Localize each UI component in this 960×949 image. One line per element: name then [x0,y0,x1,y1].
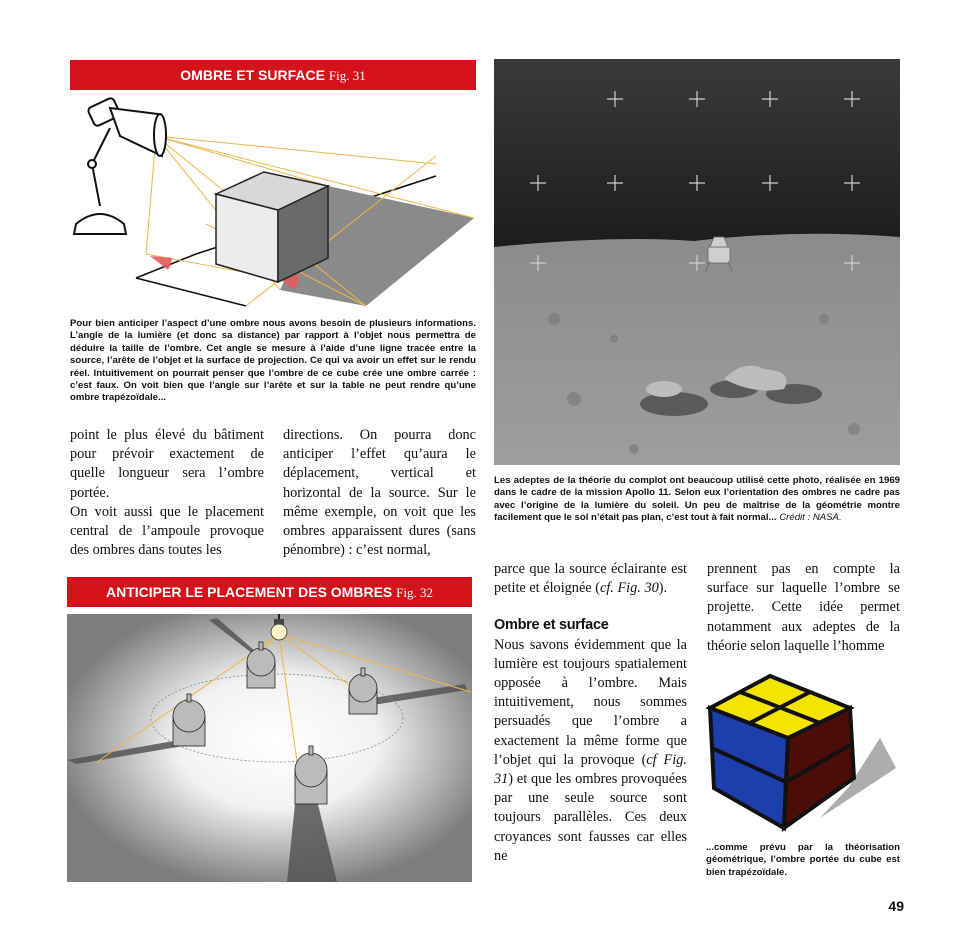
figure-reference: cf Fig. 31 [494,751,687,788]
fig31-banner [70,60,476,90]
fig31-label: Fig. 31 [328,68,366,83]
fig32-dome-shadows-illustration [67,614,472,882]
apollo-moon-photo [494,59,900,465]
moon-photo-caption [494,475,900,525]
cube-photo-caption: ...comme prévu par la théorisation géométrique, l’ombre portée du cube est bien trapézoïdale. [706,842,900,878]
paragraph [494,636,687,866]
fig32-label: Fig. 32 [396,585,433,600]
text-run: ). [658,580,668,597]
text-run: ) et que les ombres provoquées par une seule source sont toujours parallèles. Ces deux croyances sont fausses car elles ne [494,771,687,864]
fig32-title: ANTICIPER LE PLACEMENT DES OMBRES [106,584,393,600]
fig32-banner [67,577,472,607]
paragraph: point le plus élevé du bâtiment pour prévoir exactement de quelle longueur sera l’ombre portée. [70,427,264,501]
text-run: parce que la source éclairante est petite et éloignée ( [494,561,687,597]
paragraph [494,560,687,598]
moon-caption-text: Les adeptes de la théorie du complot ont beaucoup utilisé cette photo, réalisée en 1969 dans le cadre de la mission Apollo 11. Selon eux l’orientation des ombres ne cadre pas avec l’origine de la lumière du soleil. Un peu de maîtrise de la géométrie montre facilement que le sol n’était pas plan, c’est tout à fait normal... [494,475,900,524]
body-column-left-b [283,426,476,560]
paragraph: directions. On pourra donc anticiper l’effet qu’aura le déplacement, vertical et horizontal de la source. Sur le même exemple, on voit que les ombres apparaissent dures (sans pénombre) : c’est normal, [283,427,476,559]
fig31-title: OMBRE ET SURFACE [180,67,325,83]
body-column-right-b [707,560,900,656]
paragraph: prennent pas en compte la surface sur laquelle l’ombre se projette. Cette idée permet notamment aux adeptes de la théorie selon laquelle l’homme [707,561,900,654]
body-column-right-a [494,560,687,866]
text-run: Nous savons évidemment que la lumière est toujours spatialement opposée à l’ombre. Mais intuitivement, nous sommes persuadés que l’ombre a exactement la même forme que l’objet qui la provoque ( [494,636,687,768]
figure-reference: cf. Fig. 30 [599,580,659,597]
section-subhead: Ombre et surface [494,617,609,634]
paragraph: On voit aussi que le placement central de l’ampoule provoque des ombres dans toutes les [70,503,264,559]
fig31-lamp-cube-illustration [66,94,480,310]
body-column-left-a [70,426,264,560]
page-number: 49 [888,898,904,914]
fig31-caption: Pour bien anticiper l’aspect d’une ombre nous avons besoin de plusieurs informations. L’angle de la lumière (et donc sa distance) par rapport à l’objet nous permettra de déduire la taille de l’ombre. Cet angle se mesure à l’aide d’une ligne tracée entre la source, l’arête de l’objet et la surface de projection. Ce qui va avoir un effet sur le rendu réel. Intuitivement on pourrait penser que l’ombre de ce cube crée une ombre carrée : c’est faux. On voit bien que l’angle sur l’arête et sur la table ne peut rendre qu’une ombre trapézoïdale... [70,318,476,404]
rubik-cube-photo [700,668,900,838]
moon-caption-credit: Crédit : NASA. [779,512,842,524]
